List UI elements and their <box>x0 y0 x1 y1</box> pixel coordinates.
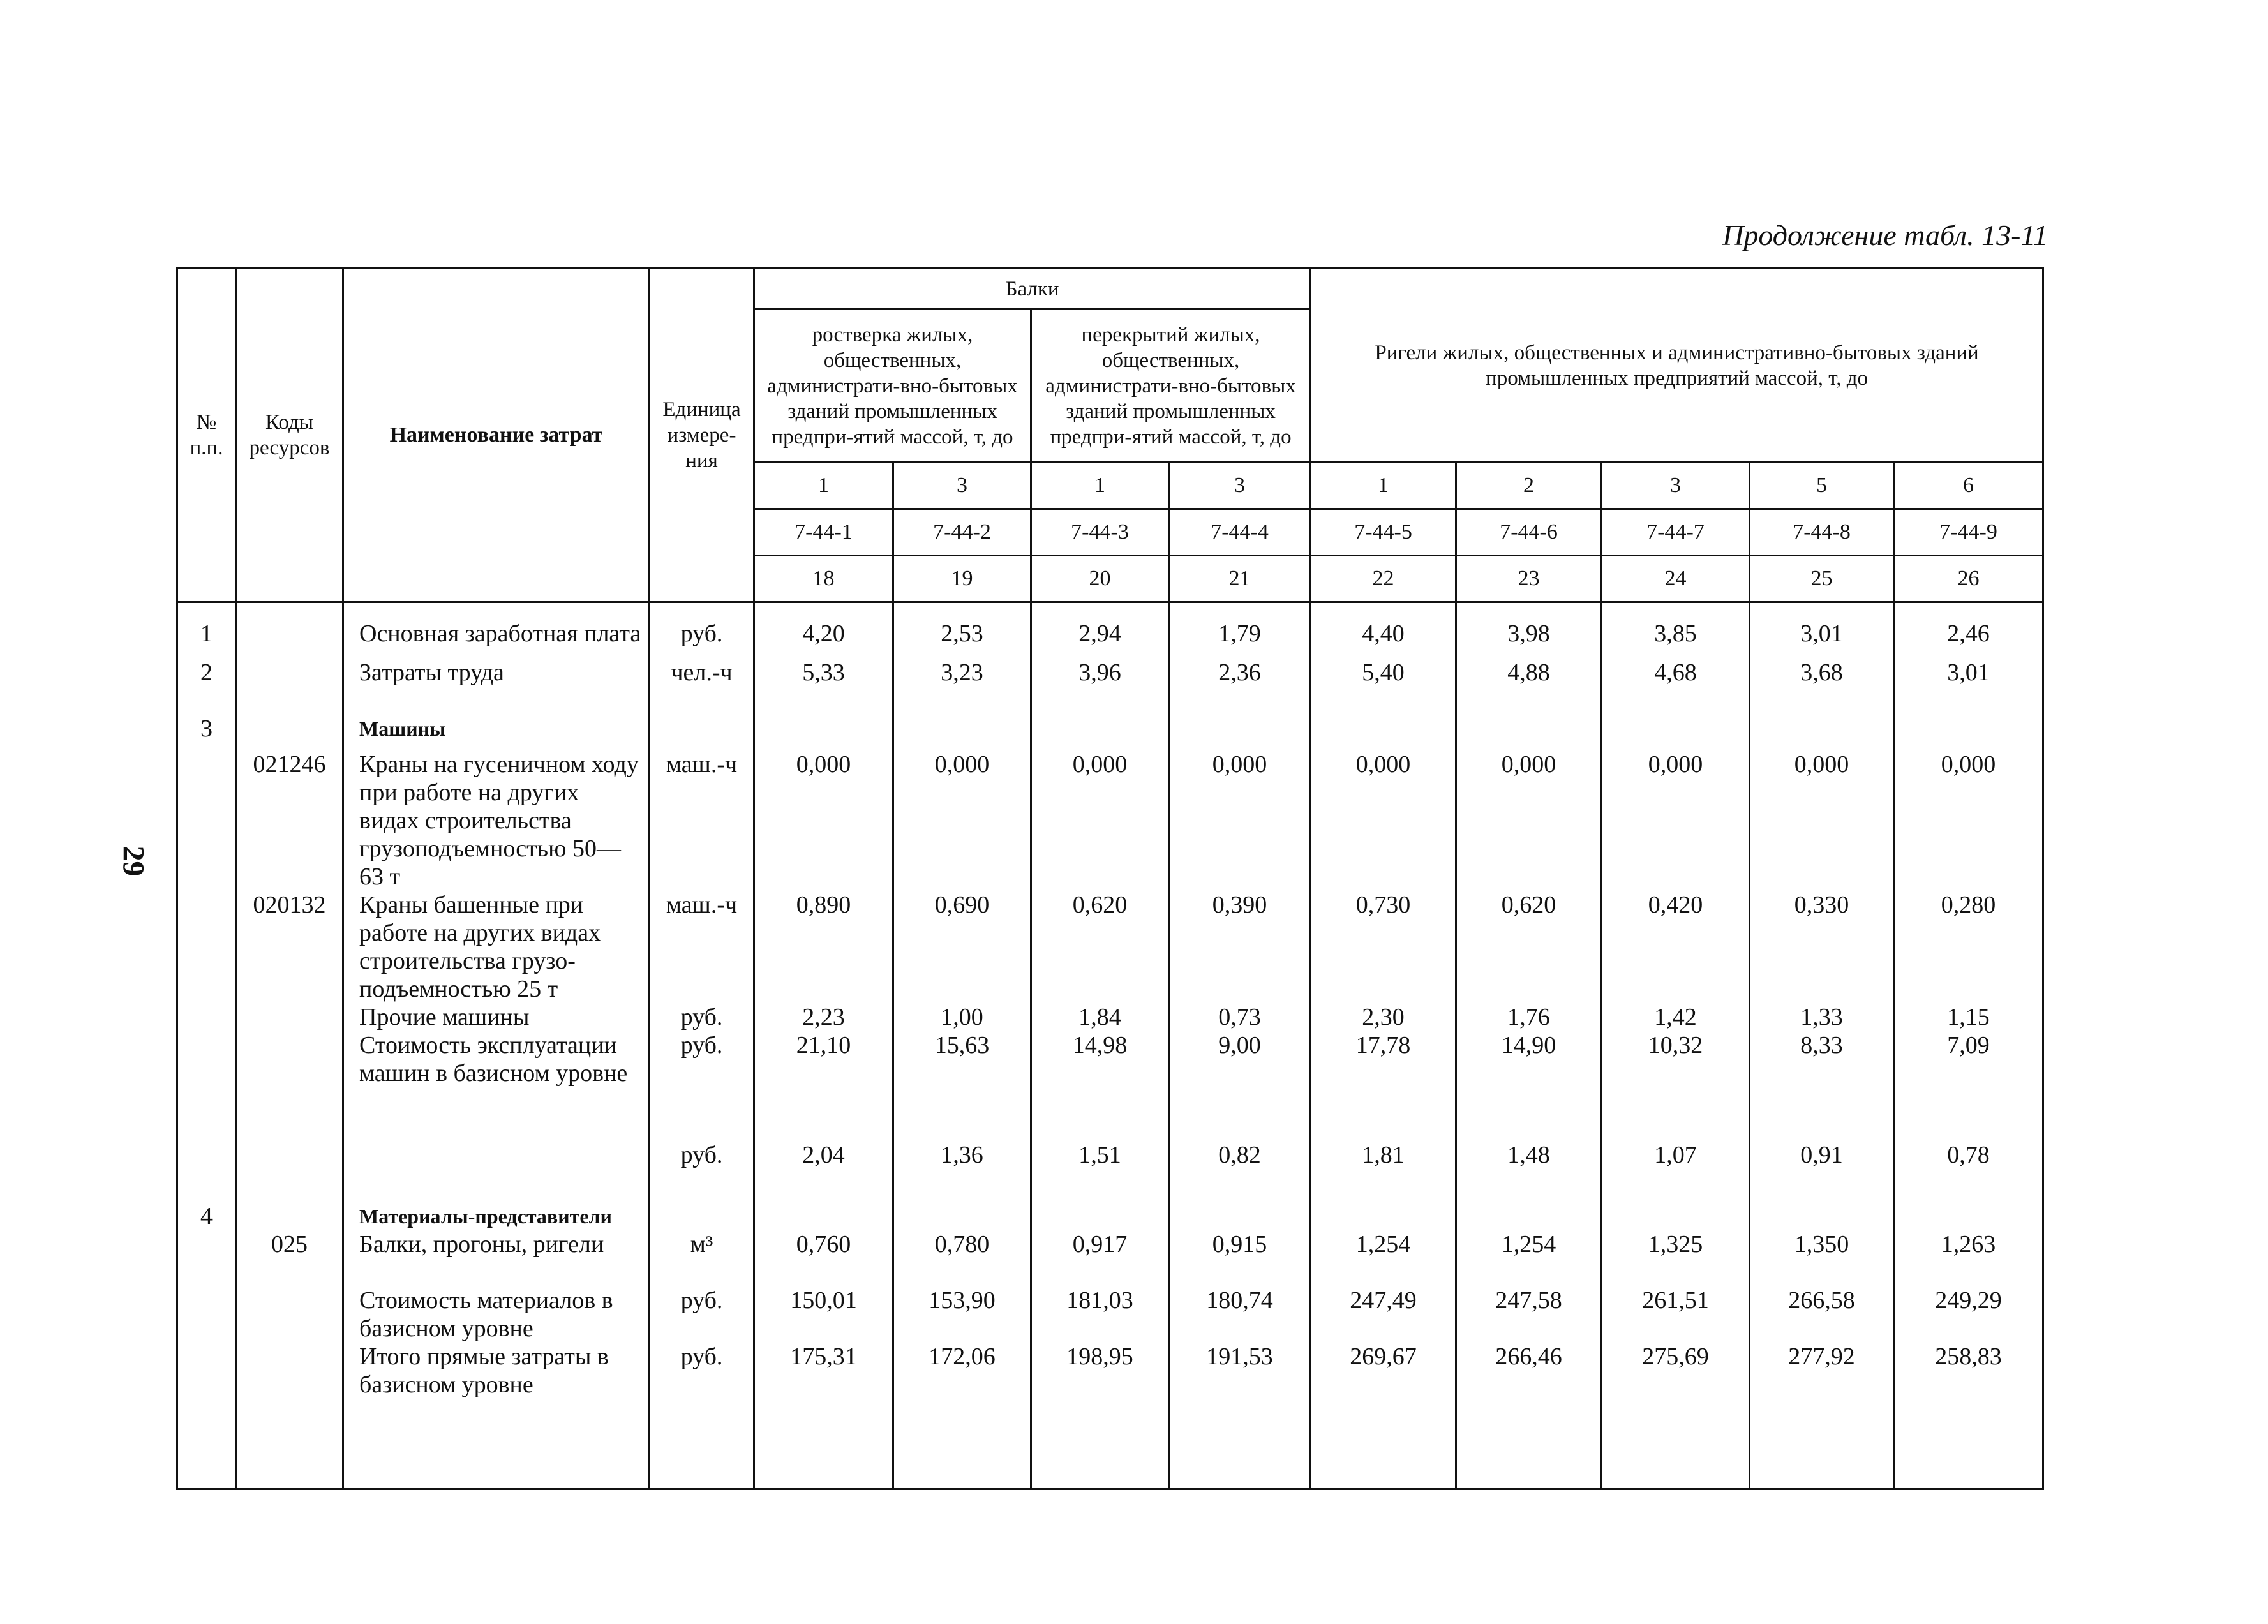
header-perekryt: перекрытий жилых, общественных, администрати-вно-бытовых зданий промышленных предпри-ятий массой, т, до <box>1031 309 1311 463</box>
row-value: 0,000 <box>754 750 893 891</box>
row-code <box>236 1343 343 1399</box>
row-value: 3,01 <box>1894 659 2043 715</box>
page-number: 29 <box>116 846 151 877</box>
header-name: Наименование затрат <box>343 269 650 602</box>
header-colnum-cell: 18 <box>754 556 893 602</box>
table-row <box>177 1343 2043 1399</box>
table-row <box>177 1286 2043 1343</box>
header-colnum-cell: 21 <box>1169 556 1311 602</box>
header-colnum-cell: 25 <box>1750 556 1894 602</box>
row-code <box>236 1177 343 1230</box>
row-no <box>177 750 236 891</box>
row-unit <box>650 1177 754 1230</box>
empty-cell <box>1031 1399 1169 1489</box>
row-value: 0,390 <box>1169 891 1311 1003</box>
row-value: 198,95 <box>1031 1343 1169 1399</box>
header-mass-cell: 3 <box>893 463 1031 509</box>
row-unit: руб. <box>650 1003 754 1031</box>
row-value: 0,620 <box>1456 891 1602 1003</box>
row-value: 191,53 <box>1169 1343 1311 1399</box>
header-code-cell: 7-44-9 <box>1894 509 2043 556</box>
empty-cell <box>893 1399 1031 1489</box>
row-value: 5,40 <box>1311 659 1456 715</box>
row-value: 2,36 <box>1169 659 1311 715</box>
empty-cell <box>1456 1399 1602 1489</box>
row-value <box>1456 715 1602 750</box>
row-value: 153,90 <box>893 1286 1031 1343</box>
row-value: 2,53 <box>893 602 1031 659</box>
header-code-cell: 7-44-2 <box>893 509 1031 556</box>
row-value <box>1031 1177 1169 1230</box>
row-value: 266,58 <box>1750 1286 1894 1343</box>
row-name: Прочие машины <box>343 1003 650 1031</box>
empty-cell <box>754 1399 893 1489</box>
row-unit: м³ <box>650 1230 754 1286</box>
header-colnum-cell: 24 <box>1602 556 1750 602</box>
row-no <box>177 1343 236 1399</box>
row-value: 2,23 <box>754 1003 893 1031</box>
header-codes: Коды ресурсов <box>236 269 343 602</box>
row-value: 1,48 <box>1456 1115 1602 1177</box>
row-value: 4,40 <box>1311 602 1456 659</box>
row-value: 247,58 <box>1456 1286 1602 1343</box>
row-value: 180,74 <box>1169 1286 1311 1343</box>
empty-cell <box>650 1399 754 1489</box>
row-value <box>893 715 1031 750</box>
row-value: 0,760 <box>754 1230 893 1286</box>
row-value: 3,01 <box>1750 602 1894 659</box>
row-code <box>236 659 343 715</box>
row-value: 1,79 <box>1169 602 1311 659</box>
row-value: 0,890 <box>754 891 893 1003</box>
row-value: 0,78 <box>1894 1115 2043 1177</box>
header-mass-cell: 1 <box>1311 463 1456 509</box>
row-value <box>1750 715 1894 750</box>
row-value: 8,33 <box>1750 1031 1894 1115</box>
row-value: 0,915 <box>1169 1230 1311 1286</box>
row-unit: руб. <box>650 1115 754 1177</box>
row-value <box>1894 1177 2043 1230</box>
row-unit: руб. <box>650 1031 754 1115</box>
row-value: 14,98 <box>1031 1031 1169 1115</box>
row-unit: маш.-ч <box>650 750 754 891</box>
row-value: 0,73 <box>1169 1003 1311 1031</box>
row-value: 10,32 <box>1602 1031 1750 1115</box>
empty-cell <box>1750 1399 1894 1489</box>
table-row <box>177 715 2043 750</box>
row-value: 0,280 <box>1894 891 2043 1003</box>
row-value: 0,000 <box>1750 750 1894 891</box>
header-code-cell: 7-44-4 <box>1169 509 1311 556</box>
row-value: 0,330 <box>1750 891 1894 1003</box>
row-no <box>177 1003 236 1031</box>
header-code-cell: 7-44-6 <box>1456 509 1602 556</box>
row-value: 3,68 <box>1750 659 1894 715</box>
row-name: Основная заработная плата <box>343 602 650 659</box>
row-value: 4,20 <box>754 602 893 659</box>
row-value <box>1456 1177 1602 1230</box>
row-value: 21,10 <box>754 1031 893 1115</box>
header-rostverk: ростверка жилых, общественных, администрати-вно-бытовых зданий промышленных предпри-ятий массой, т, до <box>754 309 1031 463</box>
row-value: 0,82 <box>1169 1115 1311 1177</box>
row-code: 025 <box>236 1230 343 1286</box>
row-value <box>1169 1177 1311 1230</box>
row-value <box>754 715 893 750</box>
header-unit: Единица измере-ния <box>650 269 754 602</box>
row-value: 2,94 <box>1031 602 1169 659</box>
row-value: 0,780 <box>893 1230 1031 1286</box>
table-row <box>177 1177 2043 1230</box>
row-value <box>1750 1177 1894 1230</box>
resource-table <box>176 267 2044 1490</box>
row-value: 1,254 <box>1456 1230 1602 1286</box>
row-code <box>236 715 343 750</box>
header-colnum-cell: 20 <box>1031 556 1169 602</box>
row-value: 261,51 <box>1602 1286 1750 1343</box>
row-value: 181,03 <box>1031 1286 1169 1343</box>
header-mass-cell: 1 <box>1031 463 1169 509</box>
header-mass-cell: 2 <box>1456 463 1602 509</box>
row-value: 1,263 <box>1894 1230 2043 1286</box>
header-colnum-cell: 22 <box>1311 556 1456 602</box>
row-no <box>177 1115 236 1177</box>
row-value: 14,90 <box>1456 1031 1602 1115</box>
row-value: 0,917 <box>1031 1230 1169 1286</box>
row-code: 021246 <box>236 750 343 891</box>
row-value: 1,15 <box>1894 1003 2043 1031</box>
row-value: 150,01 <box>754 1286 893 1343</box>
header-code-cell: 7-44-3 <box>1031 509 1169 556</box>
row-name: Краны башенные при работе на других видах строительства грузо-подъемностью 25 т <box>343 891 650 1003</box>
row-value: 2,46 <box>1894 602 2043 659</box>
row-no <box>177 891 236 1003</box>
row-value: 1,350 <box>1750 1230 1894 1286</box>
row-value: 0,91 <box>1750 1115 1894 1177</box>
row-code <box>236 1031 343 1115</box>
row-value <box>754 1177 893 1230</box>
empty-cell <box>1169 1399 1311 1489</box>
row-value: 1,51 <box>1031 1115 1169 1177</box>
row-no <box>177 1286 236 1343</box>
row-value: 5,33 <box>754 659 893 715</box>
row-value: 1,42 <box>1602 1003 1750 1031</box>
row-value: 1,84 <box>1031 1003 1169 1031</box>
row-value: 175,31 <box>754 1343 893 1399</box>
header-no: № п.п. <box>177 269 236 602</box>
row-no: 3 <box>177 715 236 750</box>
header-rigeli: Ригели жилых, общественных и административно-бытовых зданий промышленных предприятий массой, т, до <box>1311 269 2043 463</box>
table-body <box>177 602 2043 1489</box>
row-value: 15,63 <box>893 1031 1031 1115</box>
row-value: 1,00 <box>893 1003 1031 1031</box>
row-no: 1 <box>177 602 236 659</box>
header-code-cell: 7-44-1 <box>754 509 893 556</box>
row-value: 1,76 <box>1456 1003 1602 1031</box>
header-mass-cell: 1 <box>754 463 893 509</box>
header-mass-cell: 3 <box>1602 463 1750 509</box>
row-code <box>236 1115 343 1177</box>
row-value: 0,730 <box>1311 891 1456 1003</box>
row-name: Материалы-представители <box>343 1177 650 1230</box>
row-name: Затраты труда <box>343 659 650 715</box>
row-name: Итого прямые затраты в базисном уровне <box>343 1343 650 1399</box>
header-mass-cell: 6 <box>1894 463 2043 509</box>
row-value: 9,00 <box>1169 1031 1311 1115</box>
header-code-cell: 7-44-7 <box>1602 509 1750 556</box>
header-colnum-cell: 23 <box>1456 556 1602 602</box>
row-unit <box>650 715 754 750</box>
row-value: 247,49 <box>1311 1286 1456 1343</box>
row-value: 0,690 <box>893 891 1031 1003</box>
row-code <box>236 1286 343 1343</box>
table-row <box>177 891 2043 1003</box>
empty-cell <box>1602 1399 1750 1489</box>
row-value <box>1311 1177 1456 1230</box>
row-value: 4,88 <box>1456 659 1602 715</box>
row-value: 1,325 <box>1602 1230 1750 1286</box>
row-value: 275,69 <box>1602 1343 1750 1399</box>
row-name: Стоимость материалов в базисном уровне <box>343 1286 650 1343</box>
table-row <box>177 1115 2043 1177</box>
row-value: 249,29 <box>1894 1286 2043 1343</box>
table-row <box>177 1031 2043 1115</box>
header-code-cell: 7-44-8 <box>1750 509 1894 556</box>
row-name <box>343 1115 650 1177</box>
row-value: 2,30 <box>1311 1003 1456 1031</box>
row-name: Балки, прогоны, ригели <box>343 1230 650 1286</box>
header-mass-cell: 5 <box>1750 463 1894 509</box>
row-value: 1,81 <box>1311 1115 1456 1177</box>
row-value <box>1894 715 2043 750</box>
row-value: 3,98 <box>1456 602 1602 659</box>
row-no <box>177 1230 236 1286</box>
row-value: 277,92 <box>1750 1343 1894 1399</box>
row-name: Краны на гусеничном ходу при работе на других видах строительства грузоподъемностью 50—63 т <box>343 750 650 891</box>
header-group-beams: Балки <box>754 269 1311 309</box>
header-colnum-cell: 26 <box>1894 556 2043 602</box>
row-value: 0,000 <box>1311 750 1456 891</box>
header-code-cell: 7-44-5 <box>1311 509 1456 556</box>
row-no: 2 <box>177 659 236 715</box>
row-value: 1,36 <box>893 1115 1031 1177</box>
row-value: 172,06 <box>893 1343 1031 1399</box>
table-caption: Продолжение табл. 13-11 <box>1722 219 2048 251</box>
table-row <box>177 659 2043 715</box>
row-value <box>1311 715 1456 750</box>
header-mass-cell: 3 <box>1169 463 1311 509</box>
row-value: 3,96 <box>1031 659 1169 715</box>
row-value <box>1031 715 1169 750</box>
row-value: 0,000 <box>1031 750 1169 891</box>
table-row <box>177 1230 2043 1286</box>
table-end-row <box>177 1399 2043 1489</box>
row-value: 0,000 <box>893 750 1031 891</box>
row-value: 7,09 <box>1894 1031 2043 1115</box>
table-row <box>177 750 2043 891</box>
row-value: 0,000 <box>1456 750 1602 891</box>
table-row <box>177 602 2043 659</box>
empty-cell <box>1894 1399 2043 1489</box>
row-value <box>1602 715 1750 750</box>
row-value: 1,33 <box>1750 1003 1894 1031</box>
row-unit: руб. <box>650 602 754 659</box>
header-colnum-cell: 19 <box>893 556 1031 602</box>
row-value: 258,83 <box>1894 1343 2043 1399</box>
row-value: 3,23 <box>893 659 1031 715</box>
row-name: Стоимость эксплуатации машин в базисном уровне <box>343 1031 650 1115</box>
row-value: 0,620 <box>1031 891 1169 1003</box>
row-value: 4,68 <box>1602 659 1750 715</box>
row-value <box>1169 715 1311 750</box>
empty-cell <box>343 1399 650 1489</box>
row-value <box>893 1177 1031 1230</box>
row-value: 0,000 <box>1602 750 1750 891</box>
row-value: 269,67 <box>1311 1343 1456 1399</box>
row-value: 266,46 <box>1456 1343 1602 1399</box>
row-value <box>1602 1177 1750 1230</box>
row-code: 020132 <box>236 891 343 1003</box>
row-code <box>236 1003 343 1031</box>
empty-cell <box>236 1399 343 1489</box>
row-value: 1,254 <box>1311 1230 1456 1286</box>
row-value: 3,85 <box>1602 602 1750 659</box>
row-value: 0,000 <box>1894 750 2043 891</box>
table-header <box>177 269 2043 602</box>
row-no: 4 <box>177 1177 236 1230</box>
row-code <box>236 602 343 659</box>
empty-cell <box>1311 1399 1456 1489</box>
empty-cell <box>177 1399 236 1489</box>
row-value: 1,07 <box>1602 1115 1750 1177</box>
row-value: 2,04 <box>754 1115 893 1177</box>
row-unit: чел.-ч <box>650 659 754 715</box>
table-row <box>177 1003 2043 1031</box>
row-unit: руб. <box>650 1286 754 1343</box>
row-value: 0,420 <box>1602 891 1750 1003</box>
row-unit: маш.-ч <box>650 891 754 1003</box>
row-value: 0,000 <box>1169 750 1311 891</box>
row-value: 17,78 <box>1311 1031 1456 1115</box>
row-no <box>177 1031 236 1115</box>
row-unit: руб. <box>650 1343 754 1399</box>
row-name: Машины <box>343 715 650 750</box>
